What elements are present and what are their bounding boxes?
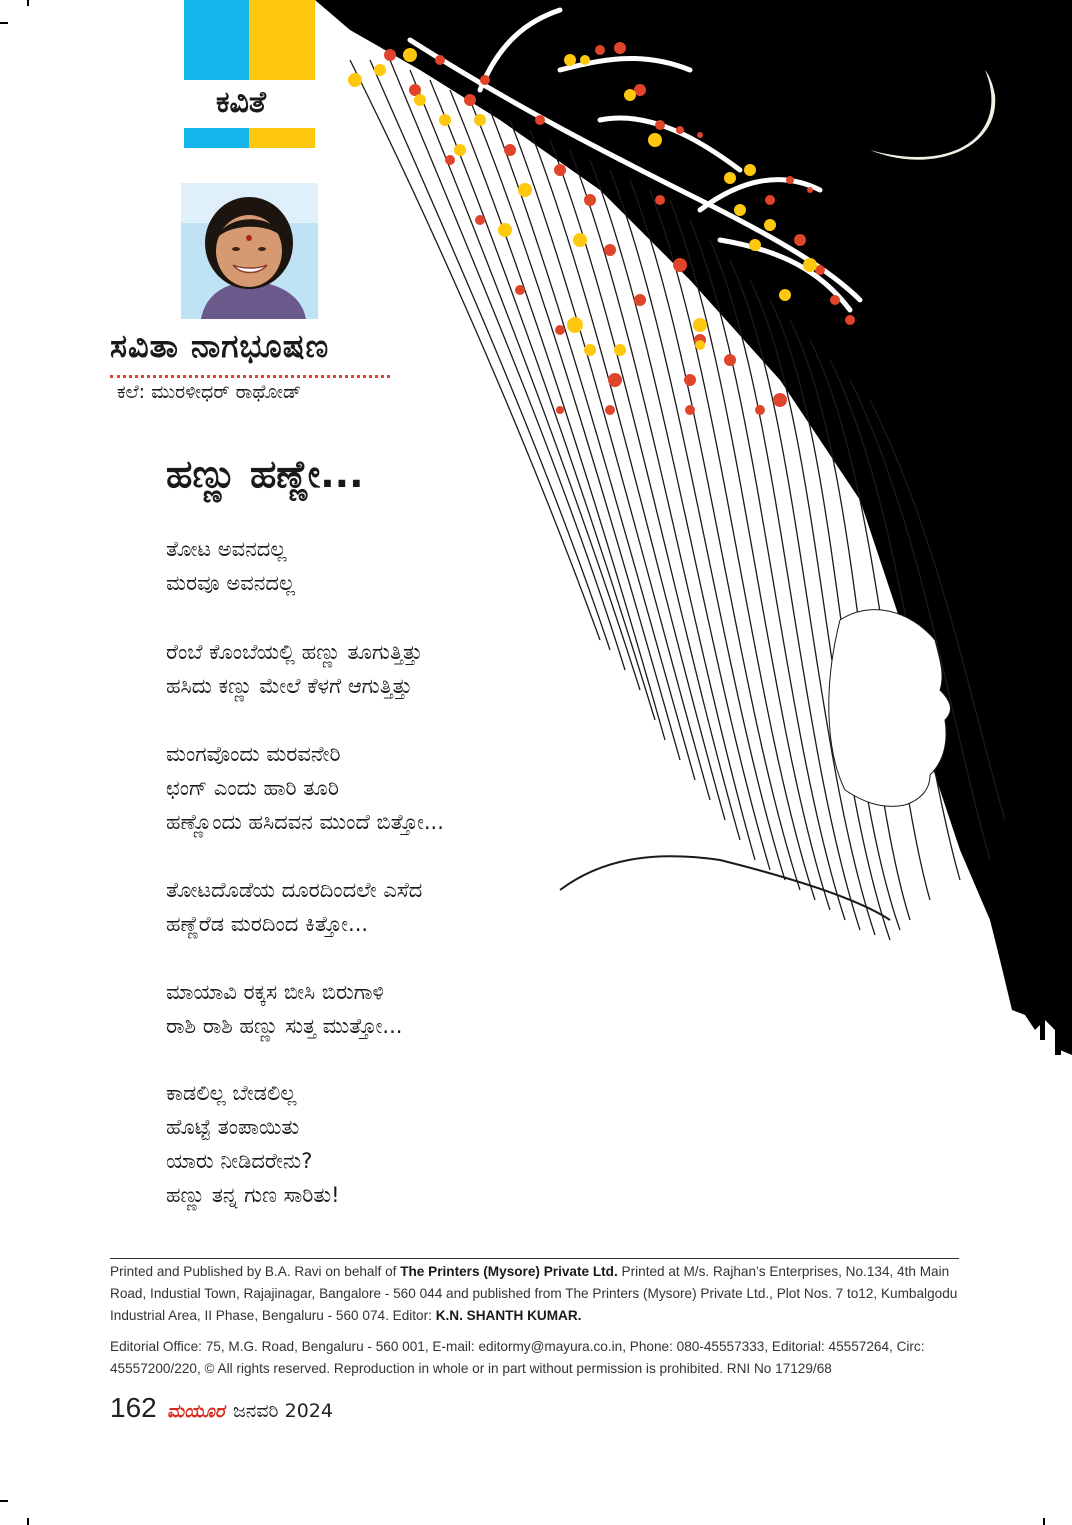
poem-line: ಹೊಟ್ಟೆ ತಂಪಾಯಿತು bbox=[166, 1115, 300, 1139]
section-label: ಕವಿತೆ bbox=[216, 85, 266, 120]
poem-title: ಹಣ್ಣು ಹಣ್ಣೇ... bbox=[166, 452, 364, 496]
badge-yellow-block bbox=[249, 0, 315, 80]
stanza bbox=[166, 1076, 340, 1212]
badge-yellow-bar bbox=[249, 128, 315, 148]
editor-name: K.N. SHANTH KUMAR. bbox=[435, 1308, 582, 1323]
poem-line: ಮಾಯಾವಿ ರಕ್ಕಸ ಬೀಸಿ ಬಿರುಗಾಳಿ bbox=[166, 980, 384, 1004]
poem-line: ಮರವೂ ಅವನದಲ್ಲ bbox=[166, 571, 296, 595]
stanza bbox=[166, 737, 444, 839]
poem-line: ಹಣ್ಣೆರೆಡ ಮರದಿಂದ ಕಿತ್ತೋ... bbox=[166, 912, 369, 936]
author-name: ಸವಿತಾ ನಾಗಭೂಷಣ bbox=[110, 327, 330, 365]
ink-drip bbox=[1040, 1010, 1045, 1040]
face-silhouette bbox=[829, 610, 951, 807]
illustration-credit: ಕಲೆ: ಮುರಳೀಧರ್ ರಾಥೋಡ್ bbox=[117, 381, 302, 403]
editorial-office: Editorial Office: 75, M.G. Road, Bengaluru - 560 001, E-mail: editormy@mayura.co.in, Phone: 080-45557333, Editorial: 45557264, Circ: 45557200/220, © All rights reserved. Reproduction in whole or in part without permission is prohibited. RNI No 17129/68 bbox=[110, 1339, 925, 1376]
stanza bbox=[166, 635, 423, 703]
badge-blue-block bbox=[184, 0, 249, 80]
poem-line: ಮಂಗವೊಂದು ಮರವನೇರಿ bbox=[166, 742, 341, 766]
crop-mark bbox=[1043, 1518, 1045, 1525]
poem-line: ಹಣ್ಣು ತನ್ನ ಗುಣ ಸಾರಿತು! bbox=[166, 1183, 340, 1207]
issue-date: ಜನವರಿ 2024 bbox=[233, 1400, 333, 1422]
stanza bbox=[166, 873, 422, 941]
stanza bbox=[166, 532, 295, 600]
stanza bbox=[166, 975, 402, 1043]
night-sky bbox=[315, 0, 1072, 1055]
poem-line: ಹಣ್ಣೊಂದು ಹಸಿದವನ ಮುಂದೆ ಬಿತ್ತೋ... bbox=[166, 810, 444, 834]
badge-blue-bar bbox=[184, 128, 249, 148]
poem-line: ರಾಶಿ ರಾಶಿ ಹಣ್ಣು ಸುತ್ತ ಮುತ್ತೋ... bbox=[166, 1014, 403, 1038]
imprint-text: Printed and Published by B.A. Ravi on behalf of bbox=[110, 1264, 401, 1279]
poem-line: ಯಾರು ನೀಡಿದರೇನು? bbox=[166, 1149, 313, 1173]
footer-rule bbox=[110, 1258, 959, 1259]
poem-line: ಹಸಿದು ಕಣ್ಣು ಮೇಲೆ ಕೆಳಗೆ ಆಗುತ್ತಿತ್ತು bbox=[166, 674, 413, 698]
poem-line: ತೋಟ ಅವನದಲ್ಲ bbox=[166, 537, 287, 561]
crop-mark bbox=[0, 1500, 8, 1502]
page-number: 162 bbox=[110, 1392, 157, 1423]
imprint-text: Printed at M/s. Rajhan’s Enterprises, No.134, 4th Main Road, Industial Town, Rajajinagar, Bangalore - 560 044 and published from The Printers (Mysore) Private Ltd., Plot Nos. 7 to12, Kumbalgodu Industrial Area, II Phase, Bengaluru - 560 074. Editor: bbox=[110, 1264, 958, 1323]
author-photo bbox=[181, 183, 318, 319]
poem-line: ಛಂಗ್ ಎಂದು ಹಾರಿ ತೂರಿ bbox=[166, 776, 339, 800]
shoulder-line bbox=[560, 856, 890, 920]
crop-mark bbox=[27, 1518, 29, 1525]
magazine-logo: ಮಯೂರ bbox=[167, 1401, 225, 1422]
publisher-name: The Printers (Mysore) Private Ltd. bbox=[400, 1264, 618, 1279]
poem-line: ಕಾಡಲಿಲ್ಲ ಬೇಡಲಿಲ್ಲ bbox=[166, 1081, 297, 1105]
poem-line: ರೆಂಬೆ ಕೊಂಬೆಯಲ್ಲಿ ಹಣ್ಣು ತೂಗುತ್ತಿತ್ತು bbox=[166, 640, 423, 664]
poem-line: ತೋಟದೊಡೆಯ ದೂರದಿಂದಲೇ ಎಸೆದ bbox=[166, 878, 423, 902]
author-divider bbox=[110, 375, 390, 378]
section-badge bbox=[184, 0, 315, 150]
print-line bbox=[110, 1261, 960, 1327]
ink-drip bbox=[1055, 1000, 1061, 1055]
